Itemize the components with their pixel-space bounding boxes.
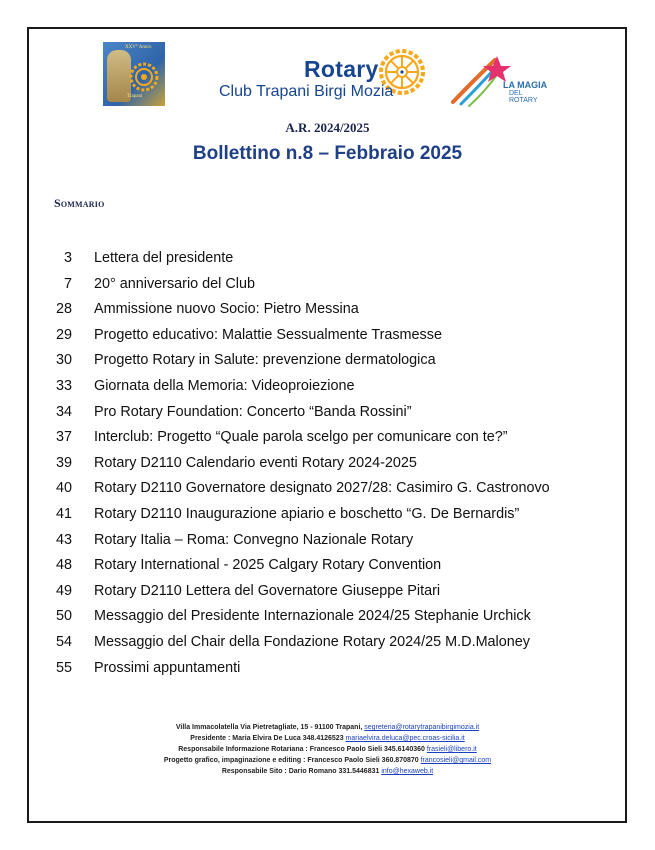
footer-president-line: Presidente : Maria Elvira De Luca 348.4126523 mariaelvira.deluca@pec.croas-sicilia.it bbox=[190, 735, 465, 742]
toc-entry-title: Rotary D2110 Lettera del Governatore Giuseppe Pitari bbox=[94, 582, 441, 599]
toc-item[interactable] bbox=[40, 555, 610, 581]
toc-entry-title: Rotary D2110 Calendario eventi Rotary 2024-2025 bbox=[94, 454, 417, 471]
toc-page-number: 41 bbox=[55, 505, 72, 522]
info-manager-email-link[interactable]: frasieli@libero.it bbox=[426, 746, 477, 753]
toc-page-number: 55 bbox=[55, 659, 72, 676]
club-name: Club Trapani Birgi Mozia bbox=[219, 83, 394, 100]
toc-item[interactable] bbox=[40, 504, 610, 530]
toc-page-number: 28 bbox=[55, 301, 72, 318]
toc-item[interactable] bbox=[40, 350, 610, 376]
rotary-wheel-small-icon bbox=[129, 62, 159, 92]
secretary-email-link[interactable]: segreteria@rotarytrapanibirgimozia.it bbox=[364, 724, 480, 731]
anniversary-logo-city: Trapani bbox=[127, 94, 143, 99]
toc-entry-title: Messaggio del Chair della Fondazione Rotary 2024/25 M.D.Maloney bbox=[94, 633, 530, 650]
toc-page-number: 7 bbox=[63, 275, 72, 292]
table-of-contents bbox=[40, 248, 610, 683]
magia-del-rotary-logo bbox=[449, 52, 549, 108]
toc-entry-title: Progetto educativo: Malattie Sessualmente Trasmesse bbox=[94, 326, 442, 343]
rotary-year: A.R. 2024/2025 bbox=[285, 120, 370, 135]
toc-item[interactable] bbox=[40, 478, 610, 504]
toc-page-number: 49 bbox=[55, 582, 72, 599]
toc-item[interactable] bbox=[40, 606, 610, 632]
toc-item[interactable] bbox=[40, 402, 610, 428]
toc-item[interactable] bbox=[40, 453, 610, 479]
toc-entry-title: Rotary D2110 Inaugurazione apiario e boschetto “G. De Bernardis” bbox=[94, 505, 520, 522]
footer-graphics-line: Progetto grafico, impaginazione e editing : Francesco Paolo Sieli 360.870870 francosieli@gmail.com bbox=[163, 757, 492, 764]
toc-page-number: 39 bbox=[55, 454, 72, 471]
toc-item[interactable] bbox=[40, 632, 610, 658]
magia-logo-text: LA MAGIA bbox=[503, 80, 548, 90]
toc-entry-title: Rotary Italia – Roma: Convegno Nazionale Rotary bbox=[94, 531, 414, 548]
club-anniversary-logo bbox=[103, 42, 165, 106]
website-email-link[interactable]: info@hexaweb.it bbox=[381, 768, 434, 775]
toc-item[interactable] bbox=[40, 299, 610, 325]
graphics-email-link[interactable]: francosieli@gmail.com bbox=[420, 757, 492, 764]
toc-entry-title: Pro Rotary Foundation: Concerto “Banda Rossini” bbox=[94, 403, 412, 420]
footer-info-manager-line: Responsabile Informazione Rotariana : Francesco Paolo Sieli 345.6140360 frasieli@libero.it bbox=[178, 746, 477, 753]
toc-page-number: 54 bbox=[55, 633, 72, 650]
toc-entry-title: Lettera del presidente bbox=[94, 250, 234, 266]
president-email-link[interactable]: mariaelvira.deluca@pec.croas-sicilia.it bbox=[345, 735, 465, 742]
toc-page-number: 37 bbox=[55, 429, 72, 446]
toc-page-number: 43 bbox=[55, 531, 72, 548]
footer-website-line: Responsabile Sito : Dario Romano 331.5446831 info@hexaweb.it bbox=[221, 768, 434, 775]
toc-item[interactable] bbox=[40, 530, 610, 556]
footer-address-line: Villa Immacolatella Via Pietretagliate, 15 - 91100 Trapani, segreteria@rotarytrapanibirgimozia.it bbox=[175, 724, 480, 731]
toc-item[interactable] bbox=[40, 274, 610, 300]
toc-entry-title: Rotary International - 2025 Calgary Rotary Convention bbox=[94, 557, 442, 574]
toc-page-number: 33 bbox=[55, 377, 72, 394]
toc-page-number: 34 bbox=[55, 403, 72, 420]
toc-page-number: 40 bbox=[55, 480, 72, 497]
toc-page-number: 50 bbox=[55, 608, 72, 625]
magia-logo-subtext: DEL ROTARY bbox=[509, 90, 538, 104]
toc-item[interactable] bbox=[40, 325, 610, 351]
toc-item[interactable] bbox=[40, 248, 610, 274]
bulletin-title: Bollettino n.8 – Febbraio 2025 bbox=[192, 143, 463, 164]
toc-entry-title: Giornata della Memoria: Videoproiezione bbox=[94, 377, 355, 394]
toc-item[interactable] bbox=[40, 427, 610, 453]
toc-item[interactable] bbox=[40, 658, 610, 684]
rotary-wordmark: Rotary bbox=[304, 56, 379, 82]
toc-page-number: 29 bbox=[55, 326, 72, 343]
toc-item[interactable] bbox=[40, 376, 610, 402]
toc-entry-title: Progetto Rotary in Salute: prevenzione dermatologica bbox=[94, 352, 436, 369]
toc-item[interactable] bbox=[40, 581, 610, 607]
toc-page-number: 48 bbox=[55, 557, 72, 574]
footer-contacts bbox=[0, 722, 655, 777]
toc-page-number: 3 bbox=[63, 250, 72, 266]
toc-entry-title: Prossimi appuntamenti bbox=[94, 659, 241, 676]
summary-heading: Sommario bbox=[54, 196, 105, 210]
toc-entry-title: Ammissione nuovo Socio: Pietro Messina bbox=[94, 301, 359, 318]
toc-page-number: 30 bbox=[55, 352, 72, 369]
toc-entry-title: Interclub: Progetto “Quale parola scelgo per comunicare con te?” bbox=[94, 429, 508, 446]
toc-entry-title: 20° anniversario del Club bbox=[94, 275, 255, 292]
toc-entry-title: Rotary D2110 Governatore designato 2027/28: Casimiro G. Castronovo bbox=[94, 480, 550, 497]
anniversary-logo-text: XXV° Anniv. bbox=[125, 45, 153, 50]
toc-entry-title: Messaggio del Presidente Internazionale 2024/25 Stephanie Urchick bbox=[94, 608, 531, 625]
